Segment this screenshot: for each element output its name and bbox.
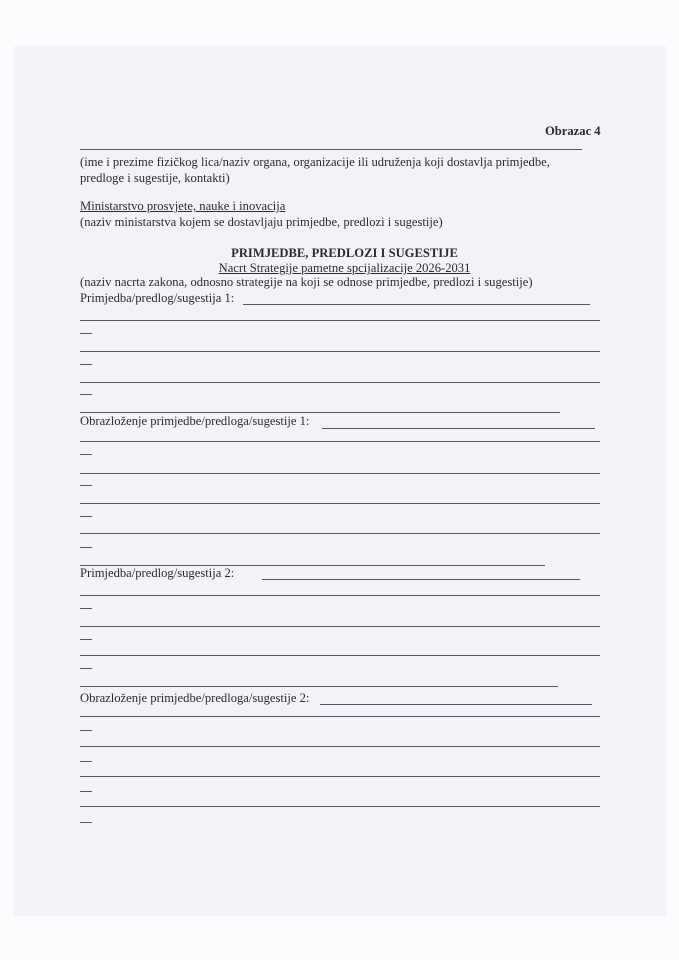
answer-line[interactable] <box>80 626 600 627</box>
answer-line[interactable] <box>80 791 92 792</box>
submitter-caption-1: (ime i prezime fizičkog lica/naziv organa, organizacije ili udruženja koji dostavlja primjedbe, <box>80 155 550 169</box>
answer-line[interactable] <box>80 516 92 517</box>
answer-line[interactable] <box>80 473 600 474</box>
answer-line[interactable] <box>80 382 600 383</box>
answer-line[interactable] <box>80 320 600 321</box>
answer-line[interactable] <box>80 454 92 455</box>
answer-line[interactable] <box>80 485 92 486</box>
answer-line[interactable] <box>80 503 600 504</box>
answer-line[interactable] <box>80 730 92 731</box>
answer-line[interactable] <box>80 364 92 365</box>
answer-line[interactable] <box>80 776 600 777</box>
section-4-label: Obrazloženje primjedbe/predloga/sugestije 2: <box>80 691 310 705</box>
section-3-label: Primjedba/predlog/sugestija 2: <box>80 566 235 580</box>
form-title: PRIMJEDBE, PREDLOZI I SUGESTIJE <box>231 246 458 260</box>
form-number: Obrazac 4 <box>545 124 601 138</box>
answer-line[interactable] <box>80 822 92 823</box>
answer-line[interactable] <box>262 579 580 580</box>
answer-line[interactable] <box>80 639 92 640</box>
submitter-caption-2: predloge i sugestije, kontakti) <box>80 171 230 185</box>
submitter-name-field[interactable] <box>80 149 582 150</box>
answer-line[interactable] <box>80 608 92 609</box>
answer-line[interactable] <box>80 761 92 762</box>
answer-line[interactable] <box>80 547 92 548</box>
answer-line[interactable] <box>80 686 558 687</box>
answer-line[interactable] <box>80 412 560 413</box>
answer-line[interactable] <box>320 704 592 705</box>
answer-line[interactable] <box>80 668 92 669</box>
answer-line[interactable] <box>80 716 600 717</box>
section-2-label: Obrazloženje primjedbe/predloga/sugestije 1: <box>80 414 310 428</box>
answer-line[interactable] <box>322 428 595 429</box>
answer-line[interactable] <box>80 333 92 334</box>
draft-name: Nacrt Strategije pametne spcijalizacije 2026-2031 <box>218 261 471 275</box>
answer-line[interactable] <box>243 304 590 305</box>
answer-line[interactable] <box>80 806 600 807</box>
answer-line[interactable] <box>80 595 600 596</box>
answer-line[interactable] <box>80 441 600 442</box>
answer-line[interactable] <box>80 565 545 566</box>
answer-line[interactable] <box>80 351 600 352</box>
draft-caption: (naziv nacrta zakona, odnosno strategije na koji se odnose primjedbe, predlozi i sugestije) <box>80 275 533 289</box>
answer-line[interactable] <box>80 533 600 534</box>
ministry-name: Ministarstvo prosvjete, nauke i inovacija <box>80 199 286 213</box>
answer-line[interactable] <box>80 655 600 656</box>
ministry-caption: (naziv ministarstva kojem se dostavljaju primjedbe, predlozi i sugestije) <box>80 215 443 229</box>
answer-line[interactable] <box>80 746 600 747</box>
section-1-label: Primjedba/predlog/sugestija 1: <box>80 291 235 305</box>
answer-line[interactable] <box>80 394 92 395</box>
